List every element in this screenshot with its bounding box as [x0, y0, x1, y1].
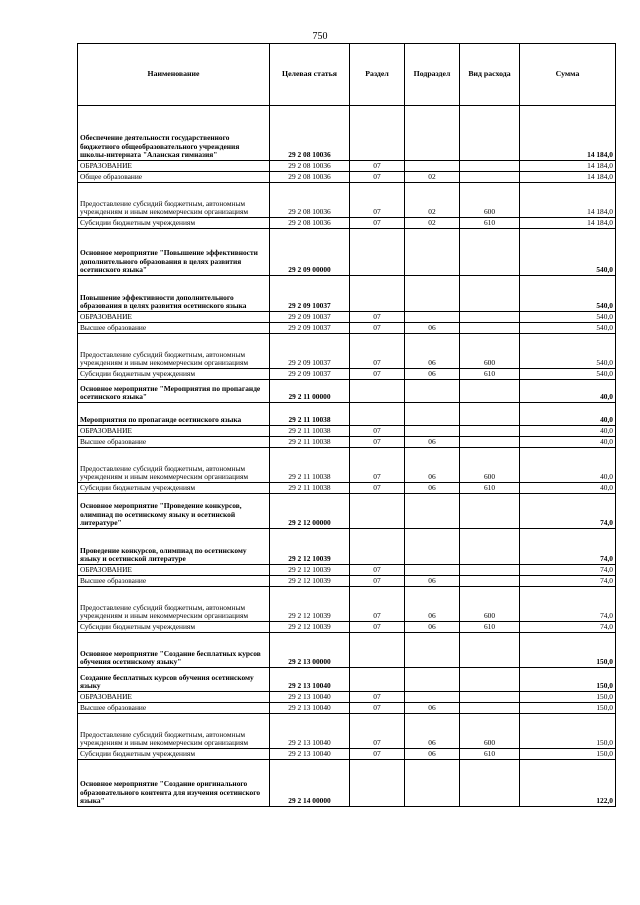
cell-name: Высшее образование: [78, 703, 270, 714]
table-row: [78, 668, 616, 692]
table-row: [78, 380, 616, 403]
table-row: [78, 565, 616, 576]
cell-expense-type: [460, 633, 520, 668]
cell-expense-type: [460, 760, 520, 807]
cell-subsection: [405, 426, 460, 437]
cell-target-article: 29 2 11 00000: [270, 380, 350, 403]
cell-subsection: [405, 760, 460, 807]
cell-name: Субсидии бюджетным учреждениям: [78, 622, 270, 633]
cell-target-article: 29 2 13 10040: [270, 668, 350, 692]
cell-section: [350, 380, 405, 403]
cell-name: Субсидии бюджетным учреждениям: [78, 749, 270, 760]
cell-subsection: 06: [405, 622, 460, 633]
cell-target-article: 29 2 09 10037: [270, 323, 350, 334]
cell-sum: 40,0: [520, 380, 616, 403]
cell-target-article: 29 2 11 10038: [270, 403, 350, 426]
table-row: [78, 703, 616, 714]
cell-subsection: 02: [405, 183, 460, 218]
cell-subsection: [405, 161, 460, 172]
cell-expense-type: [460, 403, 520, 426]
cell-target-article: 29 2 11 10038: [270, 437, 350, 448]
cell-section: [350, 106, 405, 161]
cell-subsection: [405, 633, 460, 668]
cell-expense-type: [460, 529, 520, 565]
cell-sum: 74,0: [520, 576, 616, 587]
cell-sum: 14 184,0: [520, 161, 616, 172]
cell-expense-type: [460, 276, 520, 312]
cell-section: [350, 668, 405, 692]
cell-target-article: 29 2 11 10038: [270, 448, 350, 483]
table-row: [78, 714, 616, 749]
cell-name: Субсидии бюджетным учреждениям: [78, 483, 270, 494]
cell-expense-type: 610: [460, 622, 520, 633]
cell-target-article: 29 2 12 10039: [270, 565, 350, 576]
cell-sum: 74,0: [520, 494, 616, 529]
cell-section: 07: [350, 703, 405, 714]
cell-section: [350, 276, 405, 312]
cell-subsection: [405, 494, 460, 529]
cell-section: 07: [350, 437, 405, 448]
table-row: [78, 692, 616, 703]
cell-sum: 540,0: [520, 276, 616, 312]
cell-section: 07: [350, 369, 405, 380]
cell-sum: 540,0: [520, 312, 616, 323]
cell-name: Основное мероприятие "Создание оригинального образовательного контента для изучения осетинского языка": [78, 760, 270, 807]
cell-sum: 150,0: [520, 714, 616, 749]
cell-target-article: 29 2 09 10037: [270, 276, 350, 312]
cell-sum: 74,0: [520, 529, 616, 565]
cell-sum: 14 184,0: [520, 172, 616, 183]
cell-subsection: [405, 380, 460, 403]
column-header-subsection: Подраздел: [405, 44, 460, 106]
cell-name: Основное мероприятие "Проведение конкурсов, олимпиад по осетинскому языку и осетинской литературе": [78, 494, 270, 529]
cell-target-article: 29 2 08 10036: [270, 172, 350, 183]
cell-expense-type: [460, 576, 520, 587]
cell-target-article: 29 2 13 10040: [270, 692, 350, 703]
cell-name: Общее образование: [78, 172, 270, 183]
cell-sum: 540,0: [520, 369, 616, 380]
cell-subsection: [405, 692, 460, 703]
cell-section: [350, 403, 405, 426]
cell-section: [350, 494, 405, 529]
cell-expense-type: 610: [460, 483, 520, 494]
cell-subsection: 06: [405, 587, 460, 622]
cell-section: 07: [350, 622, 405, 633]
cell-sum: 122,0: [520, 760, 616, 807]
cell-expense-type: [460, 565, 520, 576]
table-row: [78, 183, 616, 218]
table-row: [78, 494, 616, 529]
cell-target-article: 29 2 09 10037: [270, 312, 350, 323]
table-row: [78, 161, 616, 172]
cell-name: Предоставление субсидий бюджетным, автономным учреждениям и иным некоммерческим организациям: [78, 714, 270, 749]
cell-name: Субсидии бюджетным учреждениям: [78, 369, 270, 380]
cell-section: 07: [350, 312, 405, 323]
cell-target-article: 29 2 11 10038: [270, 426, 350, 437]
cell-subsection: [405, 403, 460, 426]
cell-sum: 40,0: [520, 483, 616, 494]
table-row: [78, 323, 616, 334]
cell-sum: 74,0: [520, 565, 616, 576]
cell-expense-type: [460, 380, 520, 403]
cell-target-article: 29 2 12 10039: [270, 587, 350, 622]
column-header-target-article: Целевая статья: [270, 44, 350, 106]
cell-sum: 150,0: [520, 703, 616, 714]
cell-name: Мероприятия по пропаганде осетинского языка: [78, 403, 270, 426]
cell-target-article: 29 2 09 10037: [270, 334, 350, 369]
cell-sum: 150,0: [520, 749, 616, 760]
cell-subsection: [405, 565, 460, 576]
cell-subsection: 06: [405, 576, 460, 587]
cell-name: Основное мероприятие "Мероприятия по пропаганде осетинского языка": [78, 380, 270, 403]
table-row: [78, 426, 616, 437]
cell-target-article: 29 2 13 10040: [270, 714, 350, 749]
cell-expense-type: [460, 323, 520, 334]
cell-target-article: 29 2 12 10039: [270, 529, 350, 565]
cell-section: [350, 529, 405, 565]
cell-section: [350, 229, 405, 276]
cell-sum: 540,0: [520, 334, 616, 369]
cell-sum: 74,0: [520, 587, 616, 622]
cell-section: 07: [350, 587, 405, 622]
cell-section: [350, 633, 405, 668]
cell-target-article: 29 2 08 10036: [270, 106, 350, 161]
cell-expense-type: 600: [460, 183, 520, 218]
cell-expense-type: [460, 692, 520, 703]
cell-subsection: 06: [405, 749, 460, 760]
cell-expense-type: [460, 172, 520, 183]
cell-subsection: 06: [405, 483, 460, 494]
cell-expense-type: [460, 703, 520, 714]
cell-name: ОБРАЗОВАНИЕ: [78, 426, 270, 437]
cell-name: ОБРАЗОВАНИЕ: [78, 692, 270, 703]
cell-section: 07: [350, 749, 405, 760]
cell-name: Создание бесплатных курсов обучения осетинскому языку: [78, 668, 270, 692]
cell-section: 07: [350, 483, 405, 494]
cell-name: Высшее образование: [78, 576, 270, 587]
cell-expense-type: [460, 437, 520, 448]
cell-name: Основное мероприятие "Повышение эффективности дополнительного образования в целях развития осетинского языка": [78, 229, 270, 276]
cell-section: 07: [350, 426, 405, 437]
cell-section: 07: [350, 565, 405, 576]
cell-name: Предоставление субсидий бюджетным, автономным учреждениям и иным некоммерческим организациям: [78, 448, 270, 483]
cell-section: 07: [350, 448, 405, 483]
cell-section: 07: [350, 172, 405, 183]
cell-name: Повышение эффективности дополнительного образования в целях развития осетинского языка: [78, 276, 270, 312]
cell-section: 07: [350, 576, 405, 587]
cell-expense-type: [460, 426, 520, 437]
cell-target-article: 29 2 09 10037: [270, 369, 350, 380]
cell-subsection: 02: [405, 218, 460, 229]
column-header-section: Раздел: [350, 44, 405, 106]
cell-section: 07: [350, 692, 405, 703]
table-row: [78, 633, 616, 668]
cell-subsection: 06: [405, 448, 460, 483]
cell-subsection: [405, 106, 460, 161]
cell-expense-type: 610: [460, 749, 520, 760]
cell-subsection: [405, 229, 460, 276]
cell-target-article: 29 2 12 10039: [270, 622, 350, 633]
table-row: [78, 334, 616, 369]
cell-target-article: 29 2 12 00000: [270, 494, 350, 529]
cell-sum: 14 184,0: [520, 218, 616, 229]
cell-name: Высшее образование: [78, 323, 270, 334]
cell-expense-type: 600: [460, 714, 520, 749]
table-header-row: [78, 44, 616, 106]
cell-name: Обеспечение деятельности государственного бюджетного общеобразовательного учреждения школы-интерната "Аланская гимназия": [78, 106, 270, 161]
budget-table: [77, 43, 616, 807]
cell-sum: 150,0: [520, 633, 616, 668]
cell-subsection: [405, 529, 460, 565]
cell-expense-type: [460, 229, 520, 276]
cell-section: 07: [350, 714, 405, 749]
cell-sum: 40,0: [520, 426, 616, 437]
table-row: [78, 172, 616, 183]
cell-expense-type: [460, 494, 520, 529]
cell-target-article: 29 2 08 10036: [270, 161, 350, 172]
table-row: [78, 749, 616, 760]
cell-expense-type: 600: [460, 587, 520, 622]
cell-expense-type: [460, 106, 520, 161]
cell-target-article: 29 2 11 10038: [270, 483, 350, 494]
cell-sum: 40,0: [520, 437, 616, 448]
cell-expense-type: [460, 161, 520, 172]
cell-sum: 150,0: [520, 692, 616, 703]
table-row: [78, 760, 616, 807]
cell-subsection: [405, 276, 460, 312]
table-row: [78, 576, 616, 587]
cell-subsection: 06: [405, 714, 460, 749]
cell-section: 07: [350, 183, 405, 218]
page-number: 750: [312, 31, 328, 42]
cell-sum: 14 184,0: [520, 183, 616, 218]
table-row: [78, 622, 616, 633]
table-row: [78, 276, 616, 312]
cell-section: [350, 760, 405, 807]
cell-target-article: 29 2 08 10036: [270, 218, 350, 229]
cell-sum: 150,0: [520, 668, 616, 692]
table-body: [78, 106, 616, 807]
table-row: [78, 312, 616, 323]
cell-name: Субсидии бюджетным учреждениям: [78, 218, 270, 229]
cell-sum: 540,0: [520, 323, 616, 334]
column-header-name: Наименование: [78, 44, 270, 106]
cell-expense-type: 610: [460, 218, 520, 229]
cell-target-article: 29 2 12 10039: [270, 576, 350, 587]
column-header-sum: Сумма: [520, 44, 616, 106]
cell-sum: 14 184,0: [520, 106, 616, 161]
cell-name: Предоставление субсидий бюджетным, автономным учреждениям и иным некоммерческим организациям: [78, 183, 270, 218]
cell-expense-type: 610: [460, 369, 520, 380]
cell-section: 07: [350, 323, 405, 334]
table-row: [78, 403, 616, 426]
cell-name: Предоставление субсидий бюджетным, автономным учреждениям и иным некоммерческим организациям: [78, 334, 270, 369]
column-header-expense-type: Вид расхода: [460, 44, 520, 106]
table-row: [78, 587, 616, 622]
cell-subsection: 06: [405, 323, 460, 334]
cell-subsection: 06: [405, 369, 460, 380]
cell-sum: 40,0: [520, 403, 616, 426]
cell-name: ОБРАЗОВАНИЕ: [78, 312, 270, 323]
cell-name: Предоставление субсидий бюджетным, автономным учреждениям и иным некоммерческим организациям: [78, 587, 270, 622]
cell-target-article: 29 2 13 10040: [270, 749, 350, 760]
cell-sum: 74,0: [520, 622, 616, 633]
cell-expense-type: [460, 312, 520, 323]
cell-name: ОБРАЗОВАНИЕ: [78, 161, 270, 172]
cell-subsection: 06: [405, 334, 460, 369]
table-row: [78, 218, 616, 229]
table-row: [78, 229, 616, 276]
cell-name: Основное мероприятие "Создание бесплатных курсов обучения осетинскому языку": [78, 633, 270, 668]
cell-section: 07: [350, 218, 405, 229]
table-row: [78, 448, 616, 483]
cell-subsection: 06: [405, 437, 460, 448]
cell-name: Проведение конкурсов, олимпиад по осетинскому языку и осетинской литературе: [78, 529, 270, 565]
table-row: [78, 483, 616, 494]
cell-target-article: 29 2 13 10040: [270, 703, 350, 714]
table-row: [78, 437, 616, 448]
cell-target-article: 29 2 09 00000: [270, 229, 350, 276]
cell-subsection: 02: [405, 172, 460, 183]
cell-subsection: [405, 668, 460, 692]
cell-subsection: [405, 312, 460, 323]
table-row: [78, 369, 616, 380]
cell-section: 07: [350, 161, 405, 172]
cell-sum: 40,0: [520, 448, 616, 483]
cell-expense-type: 600: [460, 334, 520, 369]
cell-expense-type: 600: [460, 448, 520, 483]
cell-target-article: 29 2 14 00000: [270, 760, 350, 807]
cell-section: 07: [350, 334, 405, 369]
cell-sum: 540,0: [520, 229, 616, 276]
table-row: [78, 106, 616, 161]
cell-target-article: 29 2 08 10036: [270, 183, 350, 218]
cell-expense-type: [460, 668, 520, 692]
cell-name: ОБРАЗОВАНИЕ: [78, 565, 270, 576]
table-row: [78, 529, 616, 565]
cell-subsection: 06: [405, 703, 460, 714]
cell-name: Высшее образование: [78, 437, 270, 448]
cell-target-article: 29 2 13 00000: [270, 633, 350, 668]
